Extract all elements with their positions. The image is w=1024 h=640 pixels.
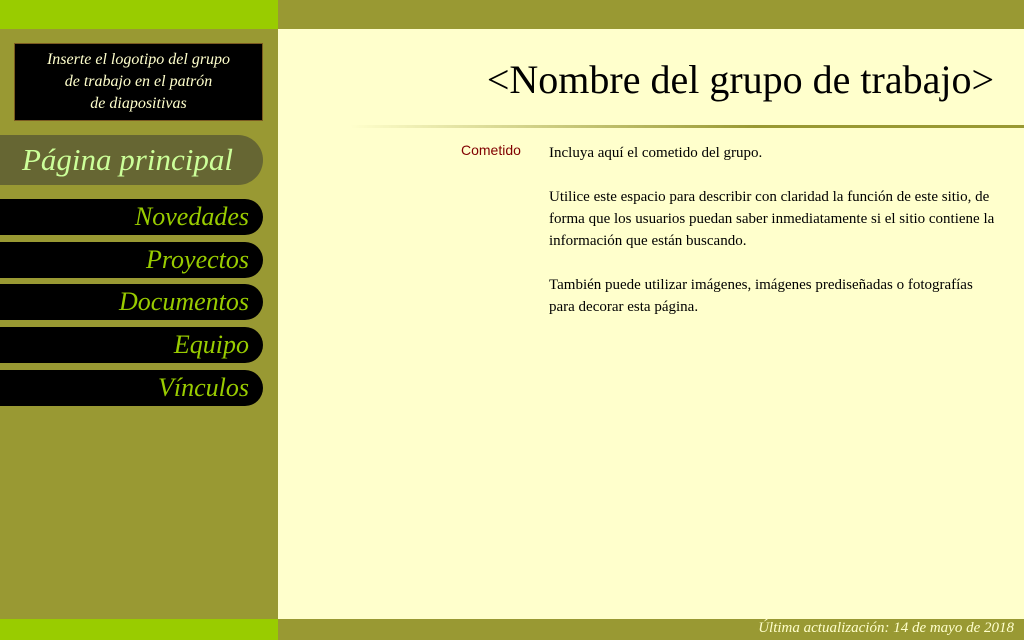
title-divider bbox=[350, 125, 1024, 128]
page-title: <Nombre del grupo de trabajo> bbox=[486, 57, 994, 102]
footer-accent-bar bbox=[0, 619, 278, 640]
logo-placeholder bbox=[14, 43, 263, 121]
nav-item-proyectos[interactable]: Proyectos bbox=[0, 242, 263, 278]
nav-home-link[interactable]: Página principal bbox=[0, 135, 263, 185]
nav-item-novedades[interactable]: Novedades bbox=[0, 199, 263, 235]
nav-item-equipo[interactable]: Equipo bbox=[0, 327, 263, 363]
body-text bbox=[549, 142, 999, 340]
logo-line-3: de diapositivas bbox=[90, 95, 187, 112]
nav-item-vinculos[interactable]: Vínculos bbox=[0, 370, 263, 406]
last-updated-text: Última actualización: 14 de mayo de 2018 bbox=[758, 620, 1014, 636]
paragraph-images: También puede utilizar imágenes, imágenes prediseñadas o fotografías para decorar esta página. bbox=[549, 277, 973, 315]
paragraph-cometido: Incluya aquí el cometido del grupo. bbox=[549, 145, 763, 161]
nav-item-documentos[interactable]: Documentos bbox=[0, 284, 263, 320]
top-accent-bar bbox=[0, 0, 278, 29]
cometido-label: Cometido bbox=[461, 142, 521, 158]
top-bar bbox=[278, 0, 1024, 29]
logo-line-2: de trabajo en el patrón bbox=[64, 73, 213, 90]
logo-line-1: Inserte el logotipo del grupo bbox=[46, 51, 231, 68]
paragraph-description: Utilice este espacio para describir con claridad la función de este sitio, de forma que los usuarios puedan saber inmediatamente si el sitio contiene la información que están buscando. bbox=[549, 189, 995, 249]
